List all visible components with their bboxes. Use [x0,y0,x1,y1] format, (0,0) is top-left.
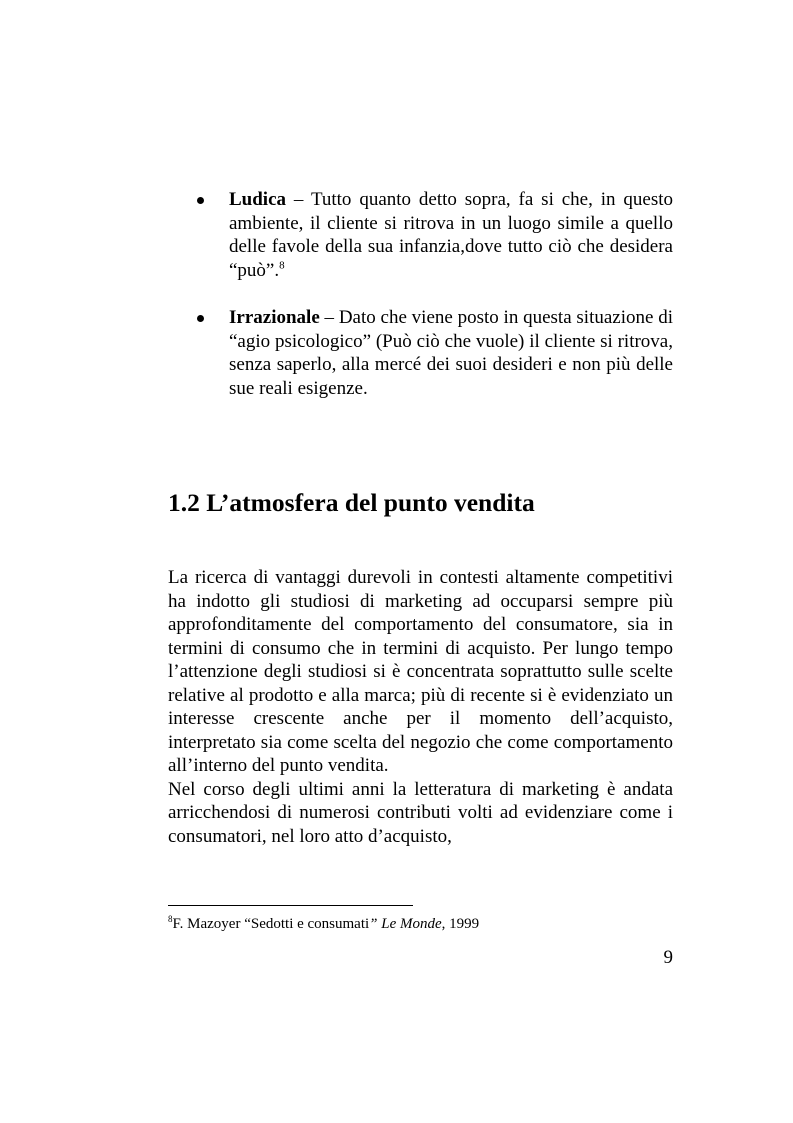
bullet-item-ludica [197,188,673,282]
page-number: 9 [663,947,673,968]
footnote-number: 8 [168,914,173,924]
footnote-reference[interactable]: 8 [279,259,285,272]
footnote-source-title: ” Le Monde [369,916,442,932]
bullet-term: Ludica [229,189,287,210]
footnote [168,914,479,934]
bullet-list [197,188,673,424]
bullet-item-irrazionale [197,306,673,400]
bullet-dot-icon [197,315,204,322]
paragraph: La ricerca di vantaggi durevoli in contesti altamente competitivi ha indotto gli studiosi di marketing ad occuparsi sempre più approfonditamente del comportamento del consumatore, sia in termini di consumo che in termini di acquisto. Per lungo tempo l’attenzione degli studiosi si è concentrata soprattutto sulle scelte relative al prodotto e alla marca; più di recente si è evidenziato un interesse crescente anche per il momento dell’acquisto, interpretato sia come scelta del negozio che come comportamento all’interno del punto vendita. [168,567,673,776]
footnote-year: , 1999 [441,916,480,932]
section-body [168,566,673,848]
paragraph: Nel corso degli ultimi anni la letteratura di marketing è andata arricchendosi di numerosi contributi volti ad evidenziare come i consumatori, nel loro atto d’acquisto, [168,778,673,847]
bullet-text: – Dato che viene posto in questa situazione di “agio psicologico” (Può ciò che vuole) il cliente si ritrova, senza saperlo, alla mercé dei suoi desideri e non più delle sue reali esigenze. [229,307,673,399]
bullet-dot-icon [197,197,204,204]
footnote-text: F. Mazoyer “Sedotti e consumati [172,916,370,932]
section-heading: 1.2 L’atmosfera del punto vendita [168,488,535,517]
bullet-text: – Tutto quanto detto sopra, fa si che, in questo ambiente, il cliente si ritrova in un luogo simile a quello delle favole della sua infanzia,dove tutto ciò che desidera “può”. [229,189,673,281]
bullet-term: Irrazionale [229,307,320,328]
footnote-separator [168,905,413,906]
